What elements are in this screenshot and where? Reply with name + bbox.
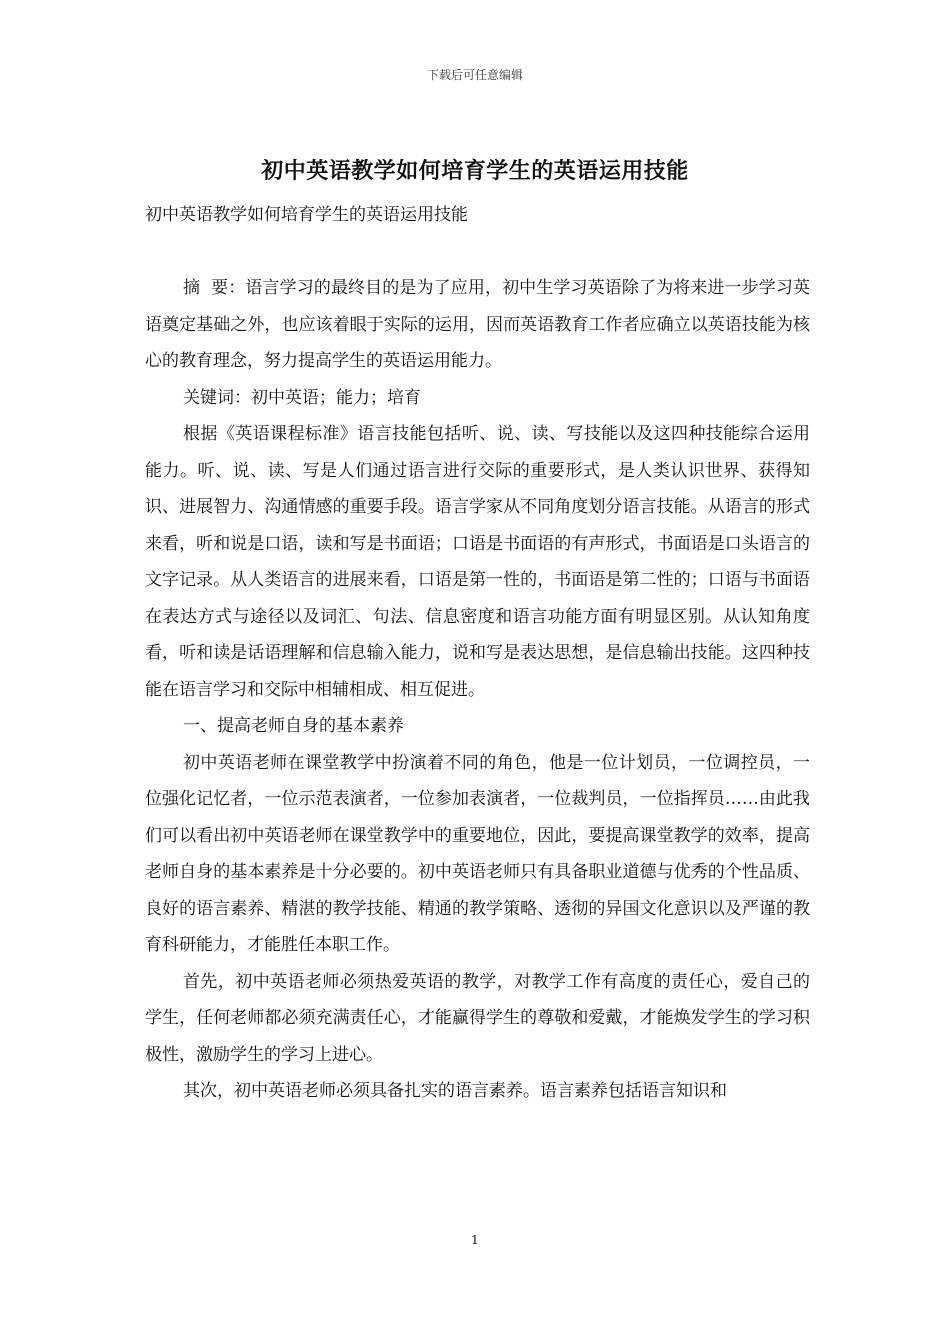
section-heading: 一、提高老师自身的基本素养 bbox=[183, 716, 404, 736]
abstract-paragraph: 摘 要：语言学习的最终目的是为了应用，初中生学习英语除了为将来进一步学习英语奠定基础之外，也应该着眼于实际的运用，因而英语教育工作者应确立以英语技能为核心的教育理念，努力提高学生的英语运用能力。 bbox=[145, 278, 810, 371]
body-paragraph: 初中英语老师在课堂教学中扮演着不同的角色，他是一位计划员，一位调控员，一位强化记忆者，一位示范表演者，一位参加表演者，一位裁判员，一位指挥员……由此我们可以看出初中英语老师在课堂教学中的重要地位，因此，要提高课堂教学的效率，提高老师自身的基本素养是十分必要的。初中英语老师只有具备职业道德与优秀的个性品质、良好的语言素养、精湛的教学技能、精通的教学策略、透彻的异国文化意识以及严谨的教育科研能力，才能胜任本职工作。 bbox=[145, 752, 810, 955]
body-paragraph: 首先，初中英语老师必须热爱英语的教学，对教学工作有高度的责任心，爱自己的学生，任何老师都必须充满责任心，才能赢得学生的尊敬和爱戴，才能焕发学生的学习积极性，激励学生的学习上进心。 bbox=[145, 971, 810, 1065]
page-header-note: 下载后可任意编辑 bbox=[426, 68, 523, 82]
body-paragraph: 其次，初中英语老师必须具备扎实的语言素养。语言素养包括语言知识和 bbox=[183, 1081, 727, 1101]
document-subtitle: 初中英语教学如何培育学生的英语运用技能 bbox=[145, 205, 468, 225]
page-number: 1 bbox=[471, 1233, 479, 1247]
document-body bbox=[145, 270, 810, 1110]
document-title: 初中英语教学如何培育学生的英语运用技能 bbox=[261, 159, 689, 184]
keywords-paragraph: 关键词：初中英语；能力；培育 bbox=[183, 387, 421, 408]
body-paragraph: 根据《英语课程标准》语言技能包括听、说、读、写技能以及这四种技能综合运用能力。听、说、读、写是人们通过语言进行交际的重要形式，是人类认识世界、获得知识、进展智力、沟通情感的重要手段。语言学家从不同角度划分语言技能。从语言的形式来看，听和说是口语，读和写是书面语；口语是书面语的有声形式，书面语是口头语言的文字记录。从人类语言的进展来看，口语是第一性的，书面语是第二性的；口语与书面语在表达方式与途径以及词汇、句法、信息密度和语言功能方面有明显区别。从认知角度看，听和读是话语理解和信息输入能力，说和写是表达思想，是信息输出技能。这四种技能在语言学习和交际中相辅相成、相互促进。 bbox=[145, 424, 810, 700]
